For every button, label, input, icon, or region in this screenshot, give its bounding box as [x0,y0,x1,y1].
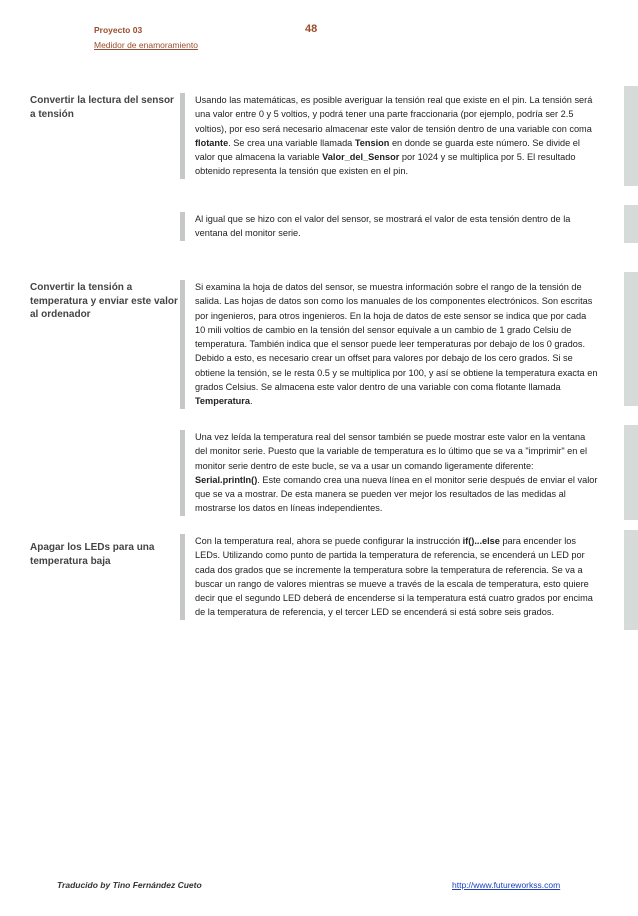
side-tab-2 [624,205,638,243]
section-title-voltage-to-temperature: Convertir la tensión a temperatura y enviar este valor al ordenador [30,282,178,320]
text-run: Usando las matemáticas, es posible averiguar la tensión real que existe en el pin. La tensión será una valor entre 0 y 5 voltios, y podrá tener una parte fraccionaria (por ejemplo, podría ser 2.5 voltios), por eso será necesario almacenar este valor de tensión dentro de una variable con coma [195,95,593,134]
bold-term: Valor_del_Sensor [322,152,400,163]
bold-term: Tension [354,137,390,148]
paragraph-datasheet [180,280,598,409]
bold-term: Serial.println() [195,474,258,485]
paragraph-voltage-calc [180,93,598,179]
text-run: para encender los LEDs. Utilizando como punto de partida la temperatura de referencia, se encenderá un LED por cada dos grados que se incremente la temperatura sobre la temperatura de referencia. Se va a buscar un rango de valores mientras se mueve a través de la escala de temperatura, esto quiere decir que el segundo LED deberá de encenderse si la temperatura está cuatro grados por encima de la temperatura de referencia, y el tercer LED se encenderá si está sobre seis grados. [195,536,593,618]
side-tab-5 [624,530,638,630]
paragraph-serial-println [180,430,598,516]
text-run: . Este comando crea una nueva línea en el monitor serie después de enviar el valor que se va a mostrar. De esta manera se pueden ver mejor los resultados de las medidas al mostrarse los datos en líneas independientes. [195,474,598,514]
text-run: Si examina la hoja de datos del sensor, se muestra información sobre el rango de la tensión de salida. Las hojas de datos son como los manuales de los componentes electrónicos. Son escritas por ingenieros, para otros ingenieros. En la hoja de datos de este sensor se indica que por cada 10 mili voltios de cambio en la tensión del sensor equivale a un cambio de 1 grado Celsiu de temperatura. También indica que el sensor puede leer temperaturas por debajo de los 0 grados. Debido a esto, es necesario crear un offset para valores por debajo de los cero grados. Si se obtiene la tensión, se le resta 0.5 y se multiplica por 100, y así se obtiene la temperatura exacta en grados Celsius. Se almacena este valor dentro de una variable con coma flotante llamada [195,282,598,393]
section-title-sensor-to-voltage: Convertir la lectura del sensor a tensión [30,95,174,120]
paragraph-if-else [180,534,598,620]
paragraph-voltage-monitor [180,212,598,241]
side-tab-1 [624,86,638,186]
text-run: en donde se guarda este número. Se divide el valor que almacena la variable [195,137,580,163]
text-run: Una vez leída la temperatura real del sensor también se puede mostrar este valor en la ventana del monitor serie. Puesto que la variable de temperatura es lo último que se va a "imprimir" en el monitor serie dentro de este bucle, se va a usar un comando ligeramente diferente: [195,432,588,471]
text-run: . Se crea una variable llamada [228,137,355,148]
bold-term: flotante [195,137,229,148]
text-run: . [249,396,253,407]
page-number: 48 [305,23,318,35]
side-tab-3 [624,272,638,406]
text-run: por 1024 y se multiplica por 5. El resultado obtenido representa la tensión que existen en el pin. [195,152,576,177]
side-tab-4 [624,425,638,520]
text-run: Con la temperatura real, ahora se puede configurar la instrucción [195,536,463,546]
footer-url-link[interactable]: http://www.futureworkss.com [452,880,561,890]
project-label: Proyecto 03 [94,25,143,35]
section-title-leds-low-temperature: Apagar los LEDs para una temperatura baja [30,542,155,567]
text-run: Al igual que se hizo con el valor del sensor, se mostrará el valor de esta tensión dentro de la ventana del monitor serie. [195,214,571,239]
project-subtitle-link[interactable]: Medidor de enamoramiento [94,40,198,50]
bold-term: if()...else [462,536,500,546]
bold-term: Temperatura [195,396,250,407]
footer-translator: Traducido by Tino Fernández Cueto [57,880,202,890]
